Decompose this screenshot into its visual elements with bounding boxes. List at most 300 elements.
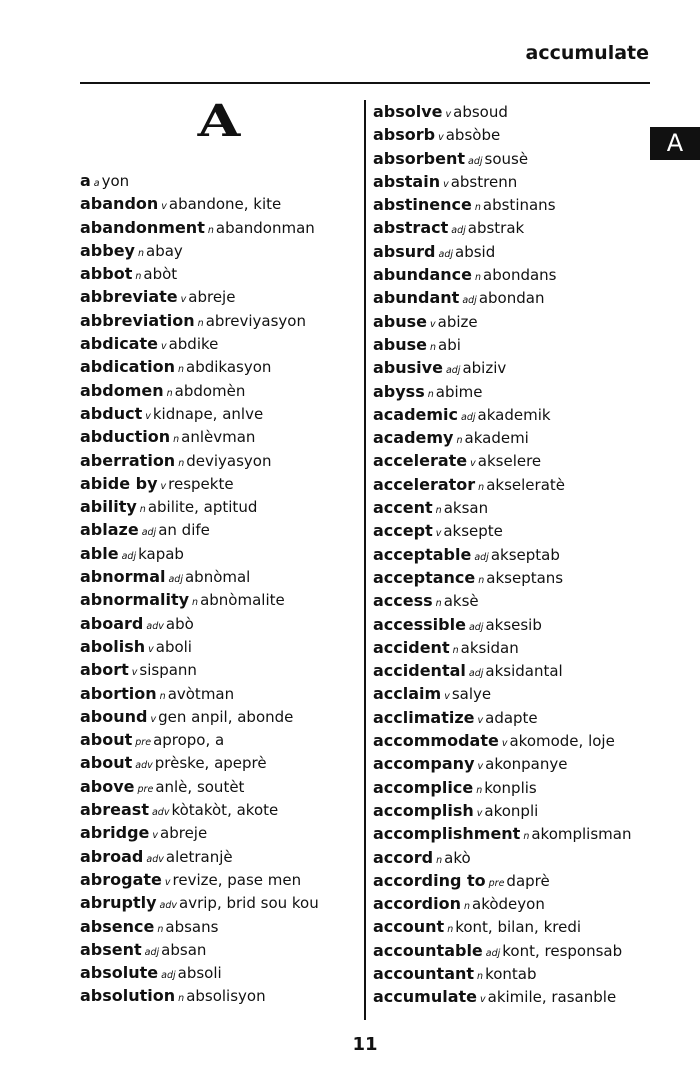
headword: abstain	[373, 171, 441, 191]
dictionary-entry	[373, 356, 631, 379]
dictionary-entry	[373, 263, 631, 286]
headword: abnormal	[80, 567, 166, 587]
translation: avòtman	[167, 684, 235, 703]
part-of-speech: n	[430, 341, 437, 353]
headword: abdication	[80, 357, 175, 377]
headword: absorb	[373, 125, 436, 145]
part-of-speech: adv	[146, 853, 164, 865]
dictionary-entry	[373, 380, 631, 403]
part-of-speech: n	[192, 597, 199, 609]
translation: abime	[435, 382, 483, 401]
part-of-speech: adj	[161, 970, 176, 982]
dictionary-entry	[373, 939, 631, 962]
part-of-speech: v	[152, 830, 159, 842]
headword: accord	[373, 847, 434, 867]
dictionary-entry	[80, 309, 319, 332]
headword: abide by	[80, 473, 158, 493]
translation: kòtakòt, akote	[171, 801, 279, 820]
dictionary-entry	[373, 776, 631, 799]
dictionary-entry	[373, 962, 631, 985]
dictionary-entry	[373, 100, 631, 123]
right-column	[373, 100, 631, 1009]
part-of-speech: adj	[468, 668, 484, 680]
dictionary-entry	[373, 543, 631, 566]
translation: abay	[146, 241, 183, 260]
headword: about	[80, 730, 133, 750]
part-of-speech: n	[436, 854, 443, 866]
part-of-speech: n	[456, 435, 463, 447]
headword: above	[80, 776, 135, 796]
headword: abdomen	[80, 380, 164, 400]
part-of-speech: v	[443, 178, 449, 190]
translation: respekte	[168, 474, 234, 493]
letter-tab: A	[650, 127, 700, 160]
headword: access	[373, 591, 433, 611]
dictionary-entry	[80, 169, 319, 192]
part-of-speech: adj	[445, 365, 461, 377]
part-of-speech: n	[478, 574, 485, 586]
part-of-speech: adj	[141, 527, 157, 539]
translation: abnòmalite	[200, 591, 285, 610]
dictionary-entry	[373, 310, 631, 333]
part-of-speech: v	[430, 318, 436, 330]
part-of-speech: pre	[137, 783, 154, 795]
translation: akseleratè	[486, 475, 565, 494]
dictionary-entry	[373, 659, 631, 682]
headword: abbreviate	[80, 287, 178, 307]
headword: according to	[373, 870, 486, 890]
headword: aboard	[80, 613, 144, 633]
part-of-speech: n	[477, 970, 484, 982]
part-of-speech: n	[207, 224, 214, 236]
translation: gen anpil, abonde	[158, 707, 294, 726]
part-of-speech: v	[150, 713, 157, 725]
headword: abuse	[373, 334, 428, 354]
translation: prèske, apeprè	[154, 754, 267, 773]
part-of-speech: n	[173, 434, 180, 446]
dictionary-entry	[373, 193, 631, 216]
headword: abbey	[80, 240, 135, 260]
headword: a	[80, 171, 91, 190]
part-of-speech: a	[93, 178, 100, 189]
part-of-speech: n	[139, 504, 146, 516]
translation: aksè	[443, 592, 479, 611]
translation: abstinans	[482, 196, 556, 215]
guide-word: accumulate	[525, 42, 649, 64]
translation: daprè	[506, 871, 550, 890]
headword: accidental	[373, 661, 466, 681]
part-of-speech: pre	[135, 737, 152, 749]
headword: accelerator	[373, 474, 476, 494]
translation: akòdeyon	[472, 895, 545, 914]
translation: anlè, soutèt	[155, 777, 245, 796]
translation: akò	[444, 848, 471, 867]
translation: akimile, rasanble	[487, 988, 617, 1007]
translation: abondans	[483, 266, 557, 285]
part-of-speech: n	[159, 690, 166, 702]
headword: abstinence	[373, 195, 472, 215]
part-of-speech: n	[177, 364, 185, 376]
translation: akseptab	[490, 545, 560, 564]
headword: abound	[80, 706, 148, 726]
translation: akonpli	[484, 801, 539, 820]
translation: anlèvman	[181, 428, 256, 447]
part-of-speech: n	[463, 901, 470, 913]
part-of-speech: n	[447, 924, 454, 936]
translation: absoud	[453, 103, 508, 121]
translation: abondan	[478, 289, 545, 308]
dictionary-entry	[373, 496, 631, 519]
part-of-speech: v	[164, 876, 171, 888]
part-of-speech: adj	[451, 225, 466, 237]
dictionary-entry	[80, 868, 319, 891]
part-of-speech: v	[180, 294, 187, 306]
translation: abiziv	[462, 359, 507, 378]
headword: absence	[80, 916, 155, 936]
translation: kapab	[138, 544, 184, 563]
part-of-speech: n	[166, 387, 173, 399]
headword: abundance	[373, 265, 473, 285]
dictionary-entry	[373, 869, 631, 892]
part-of-speech: v	[480, 994, 486, 1006]
dictionary-entry	[80, 216, 319, 239]
part-of-speech: v	[435, 528, 442, 540]
translation: aksidantal	[485, 662, 563, 681]
headword: ablaze	[80, 520, 139, 540]
dictionary-entry	[373, 822, 631, 845]
dictionary-entry	[80, 262, 319, 285]
translation: aletranjè	[165, 847, 233, 866]
translation: absolisyon	[186, 987, 266, 1006]
dictionary-entry	[80, 915, 319, 938]
dictionary-entry	[373, 147, 631, 170]
part-of-speech: adv	[151, 807, 170, 819]
translation: adapte	[485, 708, 538, 727]
headword: acclaim	[373, 684, 442, 704]
headword: accent	[373, 498, 433, 518]
dictionary-entry	[80, 984, 319, 1007]
dictionary-entry	[373, 473, 631, 496]
part-of-speech: adj	[144, 946, 160, 958]
headword: abduct	[80, 403, 143, 423]
dictionary-entry	[373, 706, 631, 729]
translation: kidnape, anlve	[152, 404, 264, 423]
headword: abundant	[373, 288, 460, 308]
headword: accessible	[373, 614, 466, 634]
part-of-speech: adv	[159, 900, 178, 912]
headword: abuse	[373, 311, 428, 331]
headword: accountable	[373, 940, 483, 960]
part-of-speech: v	[445, 109, 452, 120]
translation: abreje	[160, 824, 208, 843]
part-of-speech: v	[160, 341, 167, 353]
headword: accountant	[373, 963, 475, 983]
dictionary-entry	[373, 240, 631, 263]
header-rule	[80, 82, 650, 84]
headword: abrogate	[80, 869, 162, 889]
column-divider	[364, 100, 366, 1020]
headword: accordion	[373, 894, 461, 914]
dictionary-entry	[80, 821, 319, 844]
headword: able	[80, 543, 119, 563]
dictionary-entry	[80, 472, 319, 495]
dictionary-entry	[373, 449, 631, 472]
dictionary-entry	[373, 333, 631, 356]
section-letter: A	[197, 96, 241, 147]
dictionary-entry	[373, 729, 631, 752]
translation: abstrenn	[450, 172, 518, 191]
part-of-speech: adj	[461, 411, 476, 423]
part-of-speech: v	[148, 643, 154, 655]
translation: kont, responsab	[502, 941, 623, 960]
headword: absolute	[80, 963, 159, 983]
headword: accompany	[373, 754, 475, 774]
left-column	[80, 169, 319, 1008]
translation: abdike	[168, 335, 219, 354]
headword: acceptance	[373, 567, 476, 587]
part-of-speech: v	[131, 667, 138, 679]
translation: abdomèn	[174, 381, 246, 400]
part-of-speech: n	[478, 481, 485, 493]
part-of-speech: adj	[168, 574, 183, 586]
translation: konplis	[484, 778, 537, 797]
part-of-speech: adv	[146, 620, 164, 632]
headword: abreast	[80, 800, 149, 820]
translation: absoli	[177, 964, 222, 983]
translation: aksidan	[460, 638, 519, 657]
part-of-speech: adj	[468, 621, 484, 633]
translation: abdikasyon	[186, 358, 272, 377]
headword: abduction	[80, 427, 171, 447]
translation: abstrak	[467, 219, 525, 238]
headword: acclimatize	[373, 707, 475, 727]
dictionary-entry	[80, 751, 319, 774]
headword: abyss	[373, 381, 425, 401]
headword: absolve	[373, 102, 443, 121]
headword: absolution	[80, 986, 176, 1006]
translation: absid	[455, 242, 496, 261]
translation: apropo, a	[153, 731, 225, 750]
translation: akomode, loje	[509, 732, 615, 751]
headword: absent	[80, 939, 142, 959]
headword: accomplish	[373, 800, 474, 820]
part-of-speech: n	[523, 831, 530, 843]
dictionary-entry	[373, 682, 631, 705]
part-of-speech: v	[160, 480, 167, 492]
part-of-speech: n	[435, 598, 442, 610]
translation: aksan	[443, 499, 489, 518]
page-number: 11	[352, 1034, 378, 1055]
translation: abreviyasyon	[205, 311, 306, 330]
part-of-speech: v	[470, 458, 476, 470]
headword: abort	[80, 660, 129, 680]
translation: akademik	[477, 405, 551, 424]
dictionary-entry	[80, 402, 319, 425]
translation: salye	[451, 685, 492, 704]
dictionary-entry	[80, 891, 319, 914]
dictionary-entry	[80, 798, 319, 821]
translation: akseptans	[486, 568, 564, 587]
headword: abruptly	[80, 893, 157, 913]
part-of-speech: adv	[135, 760, 153, 772]
translation: absans	[165, 917, 219, 936]
translation: abilite, aptitud	[147, 498, 258, 517]
part-of-speech: adj	[121, 550, 137, 562]
part-of-speech: v	[145, 410, 151, 422]
dictionary-entry	[373, 170, 631, 193]
translation: aksesib	[485, 615, 542, 634]
part-of-speech: adj	[485, 947, 501, 959]
part-of-speech: n	[474, 202, 481, 214]
part-of-speech: v	[476, 807, 483, 819]
dictionary-entry	[373, 613, 631, 636]
dictionary-entry	[80, 961, 319, 984]
translation: abòt	[143, 265, 178, 284]
part-of-speech: n	[435, 505, 442, 517]
part-of-speech: adj	[474, 551, 489, 563]
headword: abroad	[80, 846, 144, 866]
dictionary-entry	[80, 425, 319, 448]
dictionary-entry	[80, 355, 319, 378]
part-of-speech: v	[444, 691, 450, 703]
part-of-speech: v	[161, 201, 167, 213]
dictionary-entry	[373, 286, 631, 309]
part-of-speech: n	[178, 993, 185, 1005]
translation: kontab	[485, 964, 537, 983]
headword: accommodate	[373, 731, 499, 751]
headword: abandonment	[80, 217, 205, 237]
translation: akomplisman	[531, 825, 632, 844]
dictionary-entry	[80, 938, 319, 961]
translation: abandonman	[215, 218, 315, 237]
headword: accumulate	[373, 987, 477, 1007]
headword: abusive	[373, 358, 443, 378]
dictionary-entry	[80, 612, 319, 635]
translation: yon	[101, 172, 130, 190]
translation: abnòmal	[184, 568, 251, 587]
part-of-speech: adj	[438, 248, 454, 260]
headword: accept	[373, 521, 433, 541]
headword: abortion	[80, 683, 157, 703]
translation: an dife	[158, 521, 210, 540]
dictionary-entry	[373, 589, 631, 612]
dictionary-entry	[80, 285, 319, 308]
headword: abstract	[373, 218, 449, 238]
part-of-speech: adj	[462, 295, 477, 307]
headword: ability	[80, 497, 137, 517]
headword: aberration	[80, 450, 176, 470]
translation: sispann	[139, 661, 197, 680]
dictionary-entry	[373, 636, 631, 659]
dictionary-entry	[80, 588, 319, 611]
dictionary-entry	[80, 518, 319, 541]
part-of-speech: n	[475, 272, 482, 284]
translation: deviyasyon	[186, 451, 272, 470]
dictionary-entry	[80, 845, 319, 868]
dictionary-entry	[80, 332, 319, 355]
headword: accomplishment	[373, 824, 521, 844]
dictionary-entry	[373, 519, 631, 542]
dictionary-entry	[80, 449, 319, 472]
headword: absorbent	[373, 148, 465, 168]
translation: aksepte	[443, 522, 503, 541]
translation: kont, bilan, kredi	[455, 918, 582, 937]
part-of-speech: v	[501, 738, 508, 750]
translation: abò	[165, 614, 194, 633]
translation: akademi	[464, 429, 529, 448]
part-of-speech: adj	[468, 155, 483, 167]
dictionary-entry	[80, 239, 319, 262]
part-of-speech: n	[452, 644, 459, 656]
headword: academy	[373, 428, 454, 448]
dictionary-entry	[373, 426, 631, 449]
dictionary-entry	[373, 985, 631, 1008]
part-of-speech: pre	[488, 877, 505, 889]
dictionary-entry	[373, 892, 631, 915]
dictionary-entry	[80, 495, 319, 518]
headword: accident	[373, 637, 450, 657]
dictionary-entry	[80, 705, 319, 728]
translation: aboli	[155, 637, 192, 656]
headword: acceptable	[373, 544, 472, 564]
part-of-speech: n	[135, 271, 142, 283]
dictionary-entry	[80, 658, 319, 681]
translation: avrip, brid sou kou	[179, 894, 319, 913]
headword: absurd	[373, 241, 436, 261]
part-of-speech: n	[137, 247, 145, 259]
translation: akselere	[477, 452, 542, 471]
dictionary-entry	[373, 752, 631, 775]
dictionary-entry	[373, 915, 631, 938]
dictionary-entry	[80, 192, 319, 215]
part-of-speech: v	[477, 714, 484, 726]
dictionary-entry	[80, 379, 319, 402]
headword: abdicate	[80, 334, 158, 354]
dictionary-entry	[80, 542, 319, 565]
translation: abize	[437, 312, 478, 331]
dictionary-entry	[80, 682, 319, 705]
part-of-speech: n	[197, 317, 204, 329]
translation: absan	[161, 940, 207, 959]
dictionary-entry	[373, 403, 631, 426]
headword: accomplice	[373, 777, 474, 797]
dictionary-entry	[373, 799, 631, 822]
dictionary-entry	[373, 216, 631, 239]
dictionary-entry	[373, 566, 631, 589]
headword: abandon	[80, 194, 159, 214]
translation: absòbe	[445, 126, 501, 145]
headword: about	[80, 753, 133, 773]
dictionary-entry	[80, 635, 319, 658]
headword: abridge	[80, 823, 150, 843]
dictionary-entry	[80, 728, 319, 751]
dictionary-entry	[373, 846, 631, 869]
headword: academic	[373, 404, 459, 424]
translation: abandone, kite	[168, 195, 282, 214]
part-of-speech: v	[477, 761, 484, 773]
part-of-speech: n	[157, 923, 164, 935]
headword: abolish	[80, 636, 146, 656]
headword: abbot	[80, 264, 133, 284]
translation: akonpanye	[485, 755, 568, 774]
part-of-speech: n	[476, 784, 483, 796]
translation: sousè	[484, 149, 529, 168]
part-of-speech: v	[438, 132, 444, 144]
dictionary-entry	[80, 775, 319, 798]
headword: abnormality	[80, 590, 190, 610]
translation: abreje	[188, 288, 236, 307]
headword: account	[373, 917, 445, 937]
